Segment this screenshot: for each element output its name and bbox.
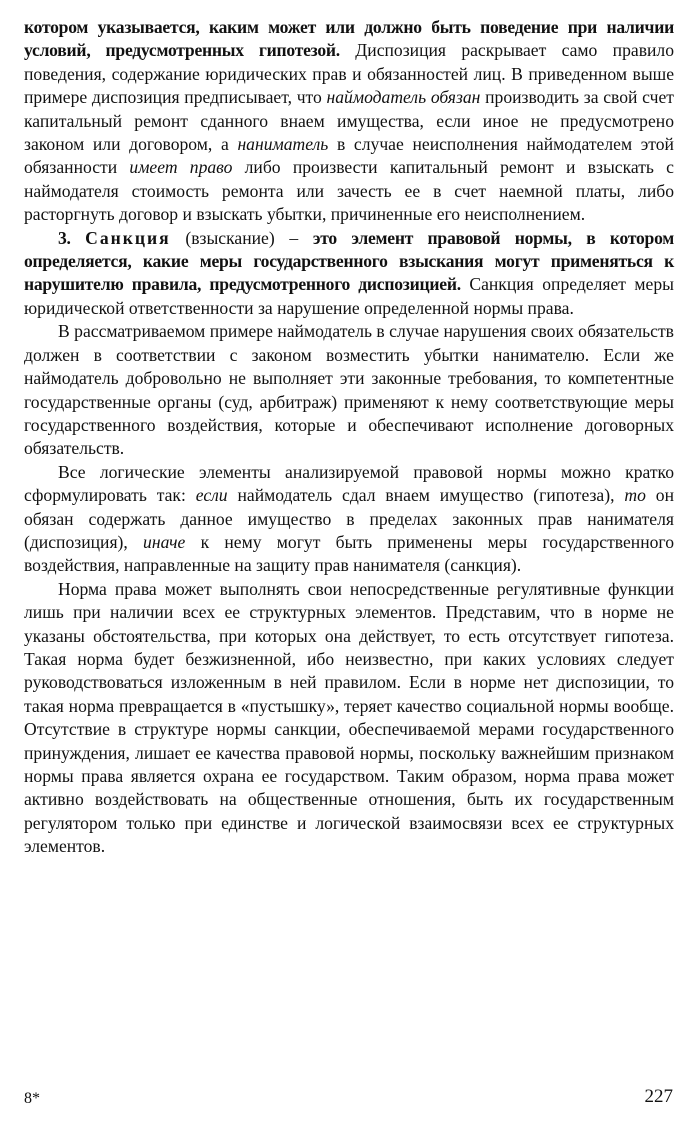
text-run: в случае неисполнения наймодателем этой обязанности: [24, 134, 674, 178]
text-run: наниматель: [237, 134, 329, 155]
text-run: то: [624, 485, 646, 506]
text-run: Все логические элементы анализируемой правовой нормы можно кратко сформулировать так:: [24, 461, 674, 506]
text-run: Санкция определяет меры юридической ответственности за нарушение определенной нормы права.: [24, 274, 674, 318]
text-run: к нему могут быть применены меры государственного воздействия, направленные на защиту прав нанимателя (санкция).: [24, 531, 674, 576]
text-run: он обязан содержать данное имущество в пределах законных прав нанимателя (диспозиция),: [24, 485, 674, 552]
text-run: имеет право: [129, 157, 233, 178]
paragraph-disposition: [24, 16, 674, 227]
text-run: наймодатель сдал внаем имущество (гипотеза),: [227, 485, 625, 506]
signature-mark: 8*: [24, 1090, 40, 1107]
text-run: котором указывается, каким может или должно быть поведение при наличии условий, предусмотренных гипотезой.: [24, 17, 674, 61]
paragraph-logical-elements: [24, 461, 674, 578]
text-run: если: [195, 485, 228, 506]
text-run: Диспозиция раскрывает само правило поведения, содержание юридических прав и обязанностей лиц. В приведенном выше примере диспозиция предписывает, что: [24, 40, 674, 108]
page-footer: [24, 1082, 673, 1108]
text-run: (взыскание) –: [170, 227, 313, 248]
page-body: [24, 16, 674, 859]
text-run: наймодатель обязан: [326, 87, 481, 108]
text-run: Норма права может выполнять свои непосредственные регулятивные функции лишь при наличии всех ее структурных элементов. Представим, что в норме не указаны обстоятельства, при которых она действует, то есть отсутствует гипотеза. Такая норма будет безжизненной, ибо неизвестно, при каких условиях следует руководствоваться изложенным в ней правилом. Если в норме нет диспозиции, то такая норма превращается в «пустышку», теряет качество социальной нормы вообще. Отсутствие в структуре нормы санкции, обеспечиваемой мерами государственного принуждения, лишает ее качества правовой нормы, поскольку важнейшим признаком нормы права является охрана ее государством. Таким образом, норма права может активно воздействовать на общественные отношения, быть их государственным регулятором только при единстве и логической взаимосвязи всех ее структурных элементов.: [24, 578, 674, 857]
text-run: это элемент правовой нормы, в котором определяется, какие меры государственного взыскания могут применяться к нарушителю правила, предусмотренного диспозицией.: [24, 227, 675, 295]
paragraph-example: [24, 320, 674, 460]
text-run: 3.: [58, 227, 86, 248]
text-run: либо произвести капитальный ремонт и взыскать с наймодателя стоимость ремонта или зачесть ее в счет наемной платы, либо расторгнуть договор и взыскать убытки, причиненные его неисполнением.: [24, 157, 674, 225]
text-run: В рассматриваемом примере наймодатель в случае нарушения своих обязательств должен в соответствии с законом возместить убытки нанимателю. Если же наймодатель добровольно не выполняет эти законные требования, то компетентные государственные органы (суд, арбитраж) применяют к нему соответствующие меры государственного воздействия, которые и обеспечивают исполнение договорных обязательств.: [24, 321, 674, 459]
text-run: Санкция: [85, 227, 171, 248]
text-run: производить за свой счет капитальный ремонт сданного внаем имущества, если иное не предусмотрено законом или договором, а: [24, 87, 674, 155]
page-number: 227: [644, 1086, 673, 1107]
paragraph-norm-functions: [24, 578, 674, 859]
text-run: иначе: [143, 531, 186, 552]
paragraph-sanction: [24, 227, 674, 321]
